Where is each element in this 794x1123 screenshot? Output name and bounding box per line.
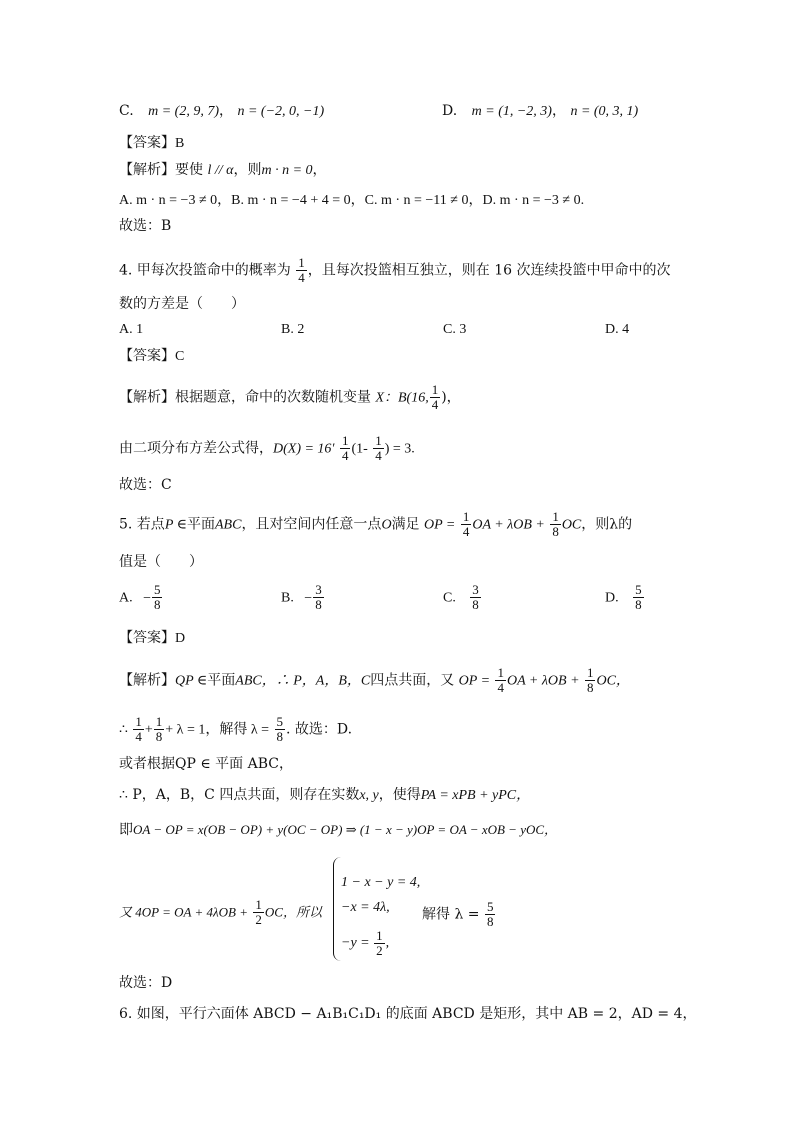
frac-num: 5 [153,582,161,597]
option-sign: − [304,590,313,606]
alt-2d: PA = xPB + yPC， [420,788,531,803]
alt-2b: x, y [359,788,379,803]
conclusion-text: 故选：B [119,218,172,234]
q4-formula [119,434,415,463]
q3-option-c-label: C. [119,103,134,119]
frac-den: 8 [315,597,322,612]
alt-4a: 又 4OP = OA + 4λOB + [119,904,248,920]
analysis-1a: QP ∈ [175,673,208,689]
answer-value: C [175,349,185,364]
q3-check [119,190,584,211]
q4-conclusion [119,475,172,495]
formula-mid: (1- [351,441,368,457]
frac-den: 4 [341,448,349,463]
q5-option-b [281,583,325,612]
q5-option-a [119,583,163,612]
analysis-var: X：B(16, [375,390,429,406]
answer-value: B [175,136,185,151]
q5-conclusion [119,973,172,993]
frac-den: 8 [276,729,283,744]
frac-den: 4 [431,397,439,412]
option-sign: − [143,590,151,606]
q5-stem-line2 [119,552,203,572]
q4-option-c [443,321,466,338]
q4-formula-frac1 [340,434,351,463]
q5-stem-frac2: $\frac{1}{8}$ [552,509,559,539]
q5-analysis-1: 【解析】QP ∈平面ABC，∴ P，A，B，C四点共面，又 OP = $\frac{1}{4}$ OA + λOB + $\frac{1}{8}$ OC， [119,665,630,695]
q4-fraction [296,256,307,285]
q5-stem-cond: P ∈ [164,517,187,533]
analysis-label: 【解析】 [119,389,175,406]
q5-option-d [605,583,645,612]
q5-stem-plane: ABC [214,517,242,533]
q5-stem-part2: 平面 [186,516,215,533]
option-label: A. 1 [119,322,144,337]
analysis-cond: l // α [207,163,234,178]
q5-analysis-2: ∴ $\frac{1}{4}$ + $\frac{1}{8}$ + λ = 1，解得 λ = $\frac{5}{8}$ . 故选：D. [119,714,353,744]
frac-den: 8 [153,597,161,612]
answer-value: D [175,631,186,646]
answer-label: 【答案】 [119,630,175,646]
frac-den: 8 [472,597,479,612]
analysis-op1: OA + λOB + [506,673,580,689]
formula-text: 由二项分布方差公式得， [119,440,273,457]
q3-option-c: C. m = (2, 9, 7)， n = (−2, 0, −1) [119,103,325,119]
q6-stem [119,1004,696,1024]
q5-alt-2 [119,785,530,806]
analysis-2b: + [144,722,153,738]
q4-stem-line2 [119,294,245,314]
q5-stem-eq-lhs: OP = [424,517,456,533]
q4-stem-part2: ，且每次投篮相互独立，则在 16 次连续投篮中甲命中的次 [307,262,671,279]
system-line-3: −y = $\frac{1}{2}$ , [341,928,390,958]
q3-option-d: D. m = (1, −2, 3)， n = (0, 3, 1) [442,103,639,119]
q3-check-text: A. m · n = −3 ≠ 0，B. m · n = −4 + 4 = 0，C. m · n = −11 ≠ 0，D. m · n = −3 ≠ 0. [119,193,585,208]
q5-stem-o: O [381,517,392,533]
q5-answer [119,628,185,649]
q4-analysis-fraction [430,383,441,412]
analysis-label: 【解析】 [119,162,175,178]
q5-stem [119,510,632,539]
q5-alt-4: 又 4OP = OA + 4λOB + $\frac{1}{2}$ OC，所以 [119,897,322,927]
q5-stem-part1: 5. 若点 [119,516,165,533]
q4-stem [119,256,670,285]
q3-analysis: 【解析】要使 l // α，则m · n = 0， [119,162,327,178]
frac-num: 5 [486,899,494,914]
frac-num: 3 [472,582,479,597]
option-label: D. [605,590,619,606]
analysis-1b: 平面 [207,672,236,689]
q3-option-d-label: D. [442,103,458,119]
system-solve [422,900,496,929]
alt-3a: 即 [119,822,133,838]
formula-lhs: D(X) = 16′ [273,441,335,457]
option-label: B. 2 [281,322,305,337]
q4-stem-part1: 4. 甲每次投篮命中的概率为 [119,262,291,279]
q4-stem-line2-text: 数的方差是（ ） [119,296,245,312]
q3-option-d-n: n = (0, 3, 1) [570,104,639,119]
analysis-eq-lhs: OP = [458,673,491,689]
answer-label: 【答案】 [119,135,175,151]
frac-num: 1 [431,382,439,397]
system-line-3a: −y = [341,935,370,951]
system-solve-text: 解得 λ = [422,906,480,923]
formula-end: ) = 3. [384,441,415,457]
q3-option-c-m: m = (2, 9, 7) [148,104,220,119]
q5-stem-part4: 满足 [391,516,420,533]
frac-num: 5 [276,714,283,729]
q4-option-d [605,321,629,338]
analysis-1d: 四点共面，又 [370,672,455,689]
analysis-1c: ABC，∴ P，A，B，C [235,673,371,689]
answer-label: 【答案】 [119,348,175,364]
frac-den: 8 [486,914,494,929]
conclusion-text: 故选：D [119,975,173,991]
analysis-2d: . 故选：D. [286,721,353,738]
option-label: D. 4 [605,322,630,337]
analysis-op2: OC， [596,673,630,689]
q5-alt-3 [119,820,557,840]
analysis-then: ，则 [233,162,262,178]
q5-option-c [443,583,482,612]
frac-den: 4 [375,448,382,463]
frac-num: 1 [341,433,349,448]
system-line-1: 1 − x − y = 4, [341,875,421,890]
q5-stem-frac1: $\frac{1}{4}$ [462,509,470,539]
q3-answer [119,133,184,154]
system-line-3b: , [385,935,390,951]
option-label: C. 3 [443,322,467,337]
system-line-2: −x = 4λ, [341,900,390,915]
q4-answer [119,346,184,367]
frac-den: 4 [298,270,305,285]
q5-stem-op1: OA + λOB + [472,517,545,533]
q5-stem-part5: ，则λ的 [581,516,633,533]
q5-stem-part3: ，且对空间内任意一点 [241,516,382,533]
option-label: B. [281,590,294,606]
alt-2a: ∴ P，A，B，C 四点共面，则存在实数 [119,787,360,803]
alt-4b: OC，所以 [264,904,322,920]
analysis-end: )， [441,389,461,406]
frac-den: 8 [635,597,642,612]
q6-stem-text: 6. 如图，平行六面体 ABCD − A₁B₁C₁D₁ 的底面 ABCD 是矩形，其中 AB = 2，AD = 4， [119,1006,697,1022]
q3-option-c-n: n = (−2, 0, −1) [237,104,325,119]
frac-num: 1 [375,433,382,448]
analysis-dot: m · n = 0 [261,163,313,178]
q5-alt-1 [119,754,293,774]
frac-num: 1 [298,255,305,270]
analysis-text: 根据题意，命中的次数随机变量 [175,389,371,406]
q4-option-a [119,321,143,338]
q5-stem-line2-text: 值是（ ） [119,554,203,570]
option-label: A. [119,590,133,606]
analysis-label: 【解析】 [119,672,175,689]
q4-option-b [281,321,304,338]
alt-3b: OA − OP = x(OB − OP) + y(OC − OP) ⇒ (1 − x − y)OP = OA − xOB − yOC， [133,822,558,837]
analysis-text: 要使 [175,162,203,178]
analysis-2a: ∴ [119,722,128,738]
q5-stem-op2: OC [561,517,582,533]
q4-analysis [119,383,461,412]
option-label: C. [443,590,456,606]
alt-1-text: 或者根据QP ∈ 平面 ABC， [119,756,293,772]
q3-conclusion [119,216,171,236]
conclusion-text: 故选：C [119,477,172,493]
q4-formula-frac2 [373,434,384,463]
q3-option-d-m: m = (1, −2, 3) [471,104,552,119]
alt-2c: ，使得 [378,787,421,803]
frac-num: 3 [315,582,322,597]
analysis-2c: + λ = 1，解得 λ = [165,722,270,738]
frac-num: 5 [635,582,642,597]
